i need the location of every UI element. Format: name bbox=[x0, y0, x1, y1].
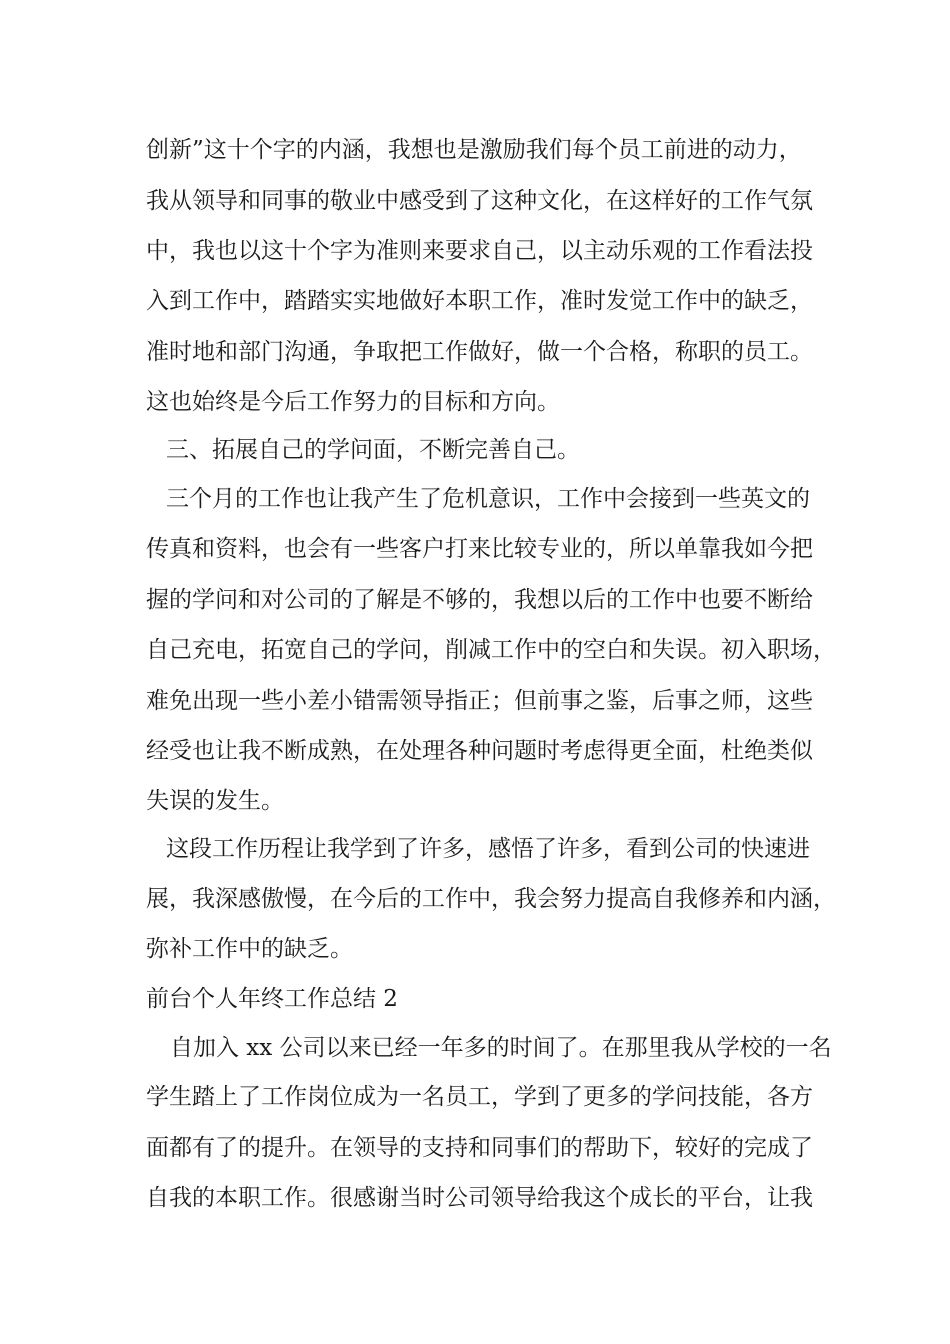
paragraph-line: 面都有了的提升。在领导的支持和同事们的帮助下，较好的完成了 bbox=[146, 1135, 813, 1161]
paragraph-line: 这段工作历程让我学到了许多，感悟了许多，看到公司的快速进 bbox=[166, 836, 810, 862]
paragraph-line: 自我的本职工作。很感谢当时公司领导给我这个成长的平台，让我 bbox=[146, 1185, 813, 1211]
paragraph-line: 三个月的工作也让我产生了危机意识，工作中会接到一些英文的 bbox=[166, 486, 810, 512]
paragraph-line: 自己充电，拓宽自己的学问，削减工作中的空白和失误。初入职场， bbox=[146, 637, 836, 663]
paragraph-line: 难免出现一些小差小错需领导指正；但前事之鉴，后事之师，这些 bbox=[146, 688, 813, 714]
document-title: 前台个人年终工作总结 2 bbox=[146, 986, 398, 1012]
paragraph-line: 自加入 xx 公司以来已经一年多的时间了。在那里我从学校的一名 bbox=[170, 1035, 832, 1061]
paragraph-line: 经受也让我不断成熟，在处理各种问题时考虑得更全面，杜绝类似 bbox=[146, 738, 813, 764]
paragraph-line: 中，我也以这十个字为准则来要求自己，以主动乐观的工作看法投 bbox=[146, 238, 813, 264]
paragraph-line: 准时地和部门沟通，争取把工作做好，做一个合格，称职的员工。 bbox=[146, 339, 813, 365]
paragraph-line: 展，我深感傲慢，在今后的工作中，我会努力提高自我修养和内涵， bbox=[146, 886, 836, 912]
paragraph-line: 弥补工作中的缺乏。 bbox=[146, 936, 353, 962]
section-heading: 三、拓展自己的学问面，不断完善自己。 bbox=[166, 437, 580, 463]
paragraph-line: 传真和资料，也会有一些客户打来比较专业的，所以单靠我如今把 bbox=[146, 536, 813, 562]
paragraph-line: 我从领导和同事的敬业中感受到了这种文化，在这样好的工作气氛 bbox=[146, 188, 813, 214]
paragraph-line: 握的学问和对公司的了解是不够的，我想以后的工作中也要不断给 bbox=[146, 587, 813, 613]
paragraph-line: 创新”这十个字的内涵，我想也是激励我们每个员工前进的动力， bbox=[146, 137, 802, 163]
paragraph-line: 这也始终是今后工作努力的目标和方向。 bbox=[146, 389, 560, 415]
paragraph-line: 入到工作中，踏踏实实地做好本职工作，准时发觉工作中的缺乏， bbox=[146, 288, 813, 314]
paragraph-line: 失误的发生。 bbox=[146, 788, 284, 814]
paragraph-line: 学生踏上了工作岗位成为一名员工，学到了更多的学问技能，各方 bbox=[146, 1084, 813, 1110]
